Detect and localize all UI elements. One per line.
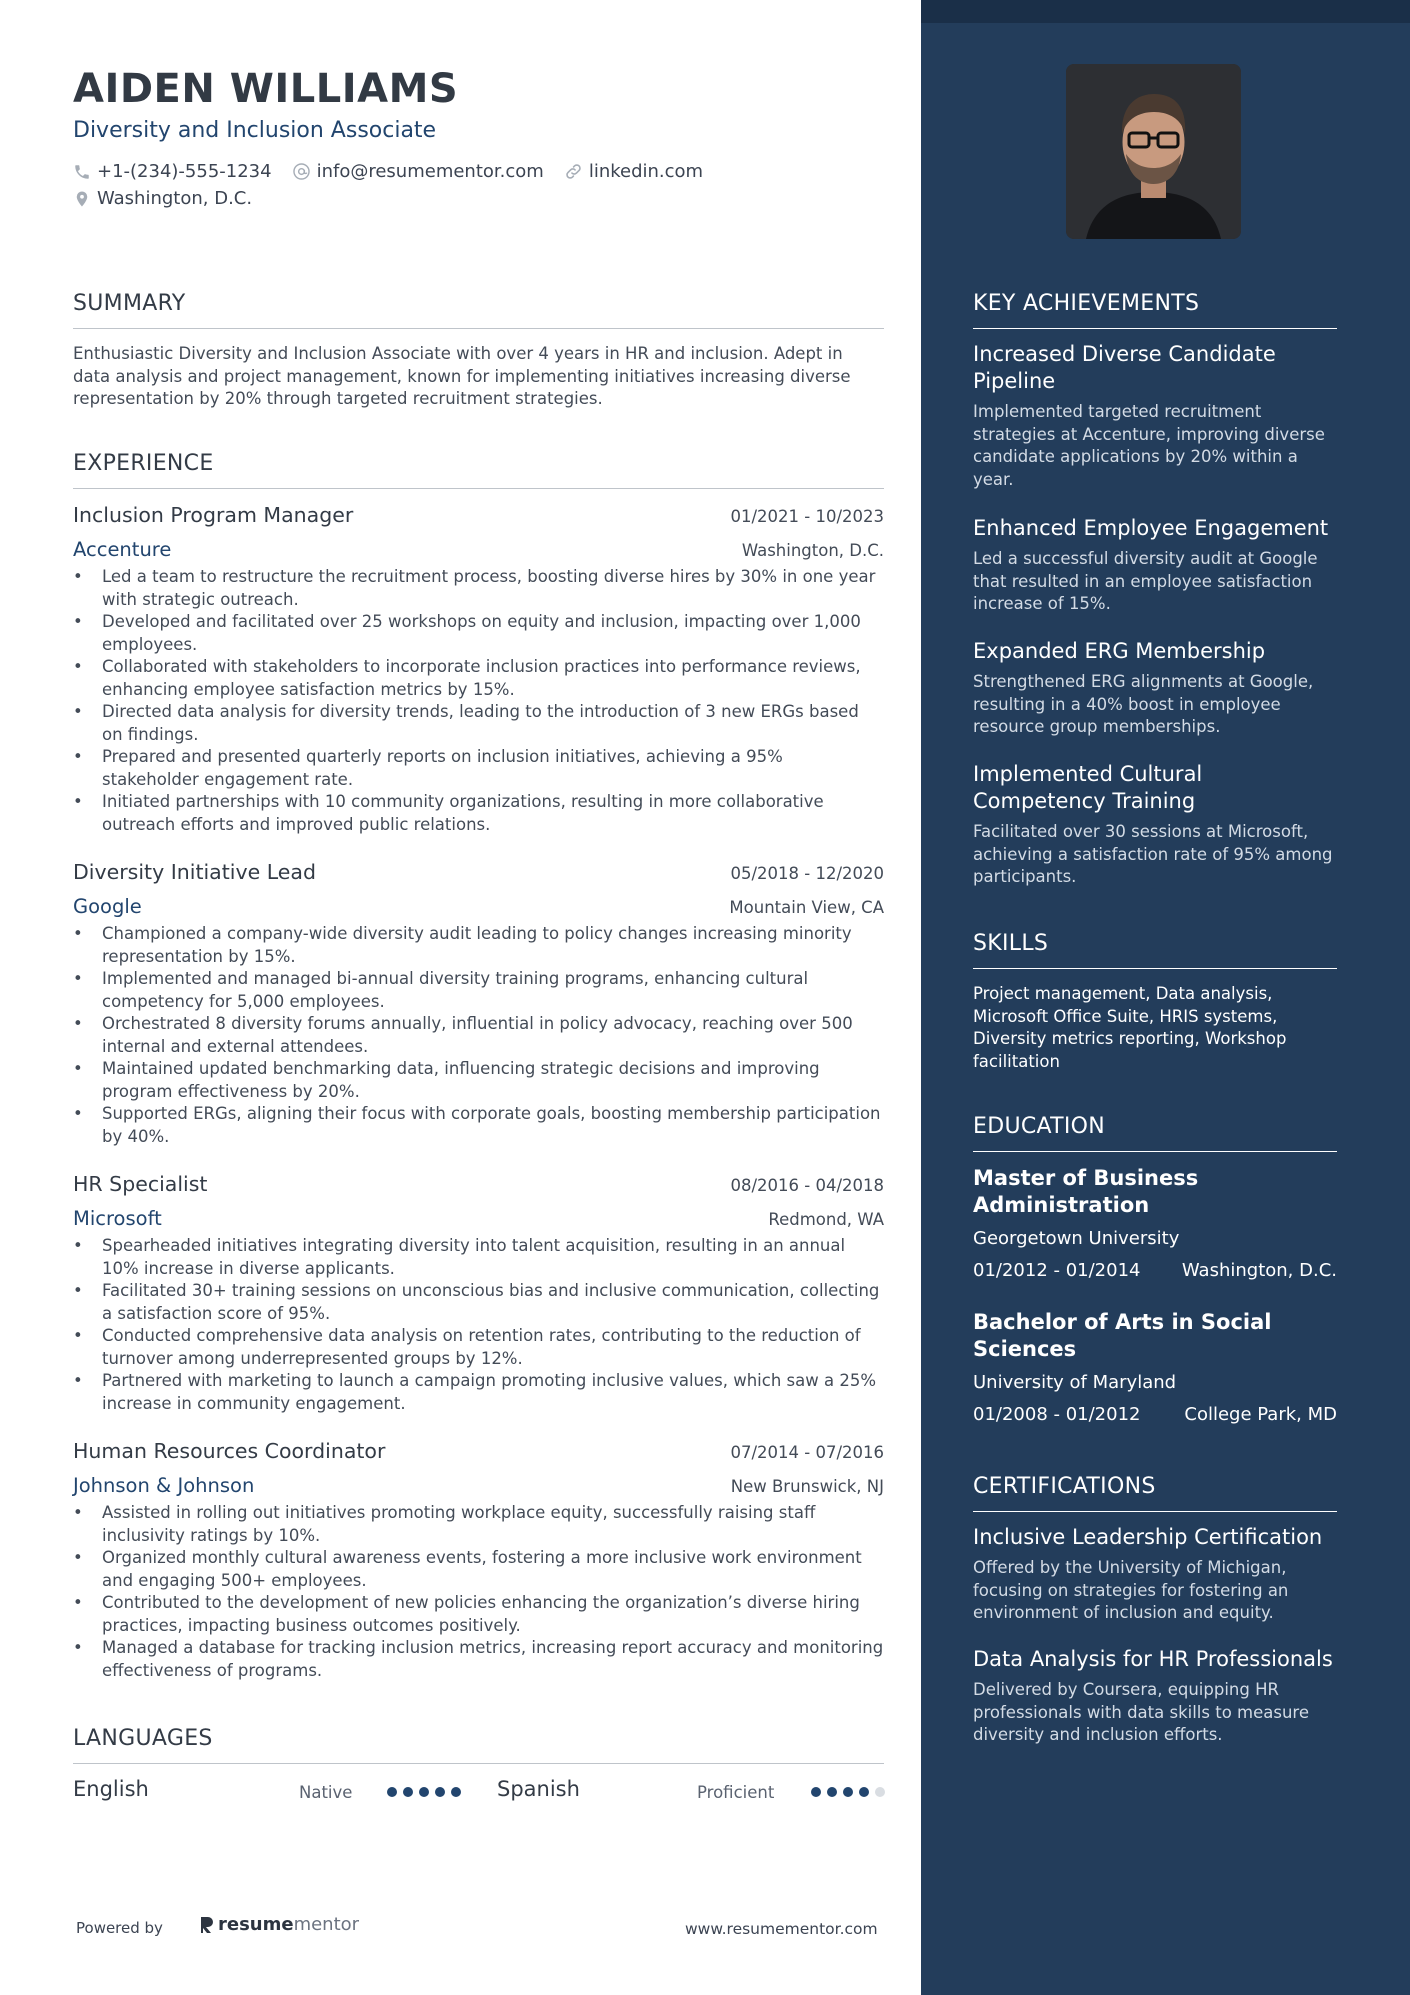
- experience-heading: EXPERIENCE: [73, 451, 884, 489]
- certification-text: Offered by the University of Michigan, focusing on strategies for fostering an environment of inclusion and equity.: [973, 1558, 1289, 1622]
- certification-title: Inclusive Leadership Certification: [973, 1525, 1323, 1549]
- achievement-text: Implemented targeted recruitment strategies at Accenture, improving diverse candidate applications by 20% within a year.: [973, 402, 1325, 489]
- job-bullet: • Assisted in rolling out initiatives promoting workplace equity, successfully raising staff inclusivity ratings by 10%.: [73, 1502, 884, 1547]
- powered-by-label: Powered by: [76, 1919, 163, 1937]
- rating-dot-filled: [843, 1787, 853, 1797]
- job-location: New Brunswick, NJ: [730, 1477, 884, 1496]
- summary-text: Enthusiastic Diversity and Inclusion Associate with over 4 years in HR and inclusion. Adept in data analysis and project management, known for implementing initiatives increasing diverse representation by 20% through targeted recruitment strategies.: [73, 344, 851, 408]
- education-item: [973, 1309, 1337, 1425]
- education-dates: 01/2012 - 01/2014: [973, 1260, 1141, 1281]
- contact-phone[interactable]: [73, 161, 272, 182]
- resumementor-logo[interactable]: [199, 1914, 359, 1935]
- job-bullet: • Organized monthly cultural awareness events, fostering a more inclusive work environment and engaging 500+ employees.: [73, 1547, 884, 1592]
- resumementor-logo-icon: [199, 1915, 215, 1935]
- rating-dot-filled: [451, 1787, 461, 1797]
- job-role: Inclusion Program Manager: [73, 503, 354, 527]
- achievement-text: Led a successful diversity audit at Google that resulted in an employee satisfaction increase of 15%.: [973, 549, 1318, 613]
- footer-url-link[interactable]: www.resumementor.com: [685, 1920, 878, 1938]
- job-bullet: • Orchestrated 8 diversity forums annually, influential in policy advocacy, reaching over 500 internal and external attendees.: [73, 1013, 884, 1058]
- achievement-text: Strengthened ERG alignments at Google, resulting in a 40% boost in employee resource group memberships.: [973, 672, 1314, 736]
- job-company: Microsoft: [73, 1207, 162, 1230]
- logo-text-bold: resume: [218, 1914, 294, 1935]
- job-dates: 07/2014 - 07/2016: [730, 1443, 884, 1462]
- contact-linkedin[interactable]: [564, 161, 703, 182]
- job-company: Google: [73, 895, 142, 918]
- profile-photo-illustration: [1066, 64, 1241, 239]
- education-school: Georgetown University: [973, 1228, 1180, 1249]
- phone-icon: [73, 163, 91, 181]
- education-dates: 01/2008 - 01/2012: [973, 1404, 1141, 1425]
- job-bullet: • Conducted comprehensive data analysis on retention rates, contributing to the reduction of turnover among underrepresented groups by 12%.: [73, 1325, 884, 1370]
- job-company: Accenture: [73, 538, 172, 561]
- profile-photo: [1066, 64, 1241, 239]
- achievement-title: Implemented Cultural Competency Training: [973, 762, 1203, 813]
- education-heading: EDUCATION: [973, 1114, 1337, 1152]
- job-dates: 01/2021 - 10/2023: [730, 507, 884, 526]
- rating-dot-filled: [435, 1787, 445, 1797]
- job-bullet: • Developed and facilitated over 25 workshops on equity and inclusion, impacting over 1,000 employees.: [73, 611, 884, 656]
- rating-dot-filled: [811, 1787, 821, 1797]
- rating-dot-filled: [859, 1787, 869, 1797]
- language-rating: [387, 1787, 467, 1797]
- job-company: Johnson & Johnson: [73, 1474, 255, 1497]
- job-bullet: • Championed a company-wide diversity audit leading to policy changes increasing minority representation by 15%.: [73, 923, 884, 968]
- job-bullet: • Spearheaded initiatives integrating diversity into talent acquisition, resulting in an annual 10% increase in diverse applicants.: [73, 1235, 884, 1280]
- skills-text: Project management, Data analysis, Microsoft Office Suite, HRIS systems, Diversity metrics reporting, Workshop facilitation: [973, 984, 1287, 1071]
- certification-title: Data Analysis for HR Professionals: [973, 1647, 1333, 1671]
- contact-location: [73, 188, 252, 209]
- at-icon: [292, 162, 311, 181]
- location-pin-icon: [73, 189, 91, 209]
- job-location: Mountain View, CA: [729, 898, 884, 917]
- achievement-item: [973, 761, 1337, 889]
- achievements-heading: KEY ACHIEVEMENTS: [973, 291, 1337, 329]
- email-text: info@resumementor.com: [316, 161, 544, 182]
- job-entry: [73, 1172, 884, 1415]
- job-location: Washington, D.C.: [741, 541, 884, 560]
- achievement-item: [973, 638, 1337, 739]
- contact-row: [73, 161, 723, 182]
- certification-item: [973, 1524, 1337, 1625]
- linkedin-text: linkedin.com: [588, 161, 704, 182]
- language-name: English: [73, 1777, 149, 1801]
- job-bullet: • Implemented and managed bi-annual diversity training programs, enhancing cultural competency for 5,000 employees.: [73, 968, 884, 1013]
- job-bullet: • Directed data analysis for diversity trends, leading to the introduction of 3 new ERGs based on findings.: [73, 701, 884, 746]
- achievement-item: [973, 341, 1337, 491]
- achievement-title: Expanded ERG Membership: [973, 639, 1266, 663]
- education-location: College Park, MD: [1184, 1404, 1337, 1425]
- education-item: [973, 1165, 1337, 1281]
- job-entry: [73, 503, 884, 836]
- logo-text-light: mentor: [293, 1914, 360, 1935]
- skills-heading: SKILLS: [973, 931, 1337, 969]
- candidate-title: Diversity and Inclusion Associate: [73, 118, 437, 143]
- location-text: Washington, D.C.: [97, 188, 253, 209]
- education-location: Washington, D.C.: [1181, 1260, 1337, 1281]
- rating-dot-filled: [827, 1787, 837, 1797]
- language-rating: [811, 1787, 891, 1797]
- education-school: University of Maryland: [973, 1372, 1177, 1393]
- job-bullet: • Contributed to the development of new policies enhancing the organization’s diverse hiring practices, impacting business outcomes positively.: [73, 1592, 884, 1637]
- languages-row: [73, 1777, 884, 1807]
- job-bullets: [73, 1235, 884, 1415]
- job-bullets: [73, 566, 884, 836]
- job-bullet: • Facilitated 30+ training sessions on unconscious bias and inclusive communication, collecting a satisfaction score of 95%.: [73, 1280, 884, 1325]
- job-dates: 05/2018 - 12/2020: [730, 864, 884, 883]
- job-bullet: • Prepared and presented quarterly reports on inclusion initiatives, achieving a 95% stakeholder engagement rate.: [73, 746, 884, 791]
- job-bullet: • Maintained updated benchmarking data, influencing strategic decisions and improving program effectiveness by 20%.: [73, 1058, 884, 1103]
- achievement-text: Facilitated over 30 sessions at Microsoft, achieving a satisfaction rate of 95% among participants.: [973, 822, 1333, 886]
- phone-text: +1-(234)-555-1234: [97, 161, 272, 182]
- education-degree: Bachelor of Arts in Social Sciences: [973, 1310, 1272, 1361]
- rating-dot-filled: [403, 1787, 413, 1797]
- candidate-name: AIDEN WILLIAMS: [73, 66, 459, 112]
- job-bullet: • Collaborated with stakeholders to incorporate inclusion practices into performance reviews, enhancing employee satisfaction metrics by 15%.: [73, 656, 884, 701]
- job-bullet: • Initiated partnerships with 10 community organizations, resulting in more collaborative outreach efforts and improved public relations.: [73, 791, 884, 836]
- certification-item: [973, 1646, 1337, 1747]
- job-entry: [73, 1439, 884, 1682]
- summary-heading: SUMMARY: [73, 291, 884, 329]
- job-bullets: [73, 1502, 884, 1682]
- rating-dot-empty: [875, 1787, 885, 1797]
- job-bullet: • Supported ERGs, aligning their focus with corporate goals, boosting membership participation by 40%.: [73, 1103, 884, 1148]
- skills-list: [973, 983, 1337, 1073]
- sidebar-top-band: [921, 0, 1410, 23]
- job-bullets: [73, 923, 884, 1148]
- contact-row-location: [73, 188, 272, 209]
- achievement-item: [973, 515, 1337, 616]
- link-icon: [564, 162, 583, 181]
- achievement-title: Increased Diverse Candidate Pipeline: [973, 342, 1276, 393]
- language-level: Native: [299, 1783, 353, 1802]
- certifications-heading: CERTIFICATIONS: [973, 1474, 1337, 1512]
- job-role: Diversity Initiative Lead: [73, 860, 316, 884]
- job-dates: 08/2016 - 04/2018: [730, 1176, 884, 1195]
- job-entry: [73, 860, 884, 1148]
- rating-dot-filled: [419, 1787, 429, 1797]
- language-name: Spanish: [497, 1777, 580, 1801]
- job-bullet: • Managed a database for tracking inclusion metrics, increasing report accuracy and monitoring effectiveness of programs.: [73, 1637, 884, 1682]
- job-role: Human Resources Coordinator: [73, 1439, 386, 1463]
- job-location: Redmond, WA: [768, 1210, 884, 1229]
- certification-text: Delivered by Coursera, equipping HR professionals with data skills to measure diversity and inclusion efforts.: [973, 1680, 1309, 1744]
- job-bullet: • Partnered with marketing to launch a campaign promoting inclusive values, which saw a 25% increase in community engagement.: [73, 1370, 884, 1415]
- education-degree: Master of Business Administration: [973, 1166, 1199, 1217]
- language-level: Proficient: [697, 1783, 775, 1802]
- job-role: HR Specialist: [73, 1172, 208, 1196]
- contact-email[interactable]: [292, 161, 544, 182]
- rating-dot-filled: [387, 1787, 397, 1797]
- achievement-title: Enhanced Employee Engagement: [973, 516, 1329, 540]
- job-bullet: • Led a team to restructure the recruitment process, boosting diverse hires by 30% in one year with strategic outreach.: [73, 566, 884, 611]
- languages-heading: LANGUAGES: [73, 1726, 884, 1764]
